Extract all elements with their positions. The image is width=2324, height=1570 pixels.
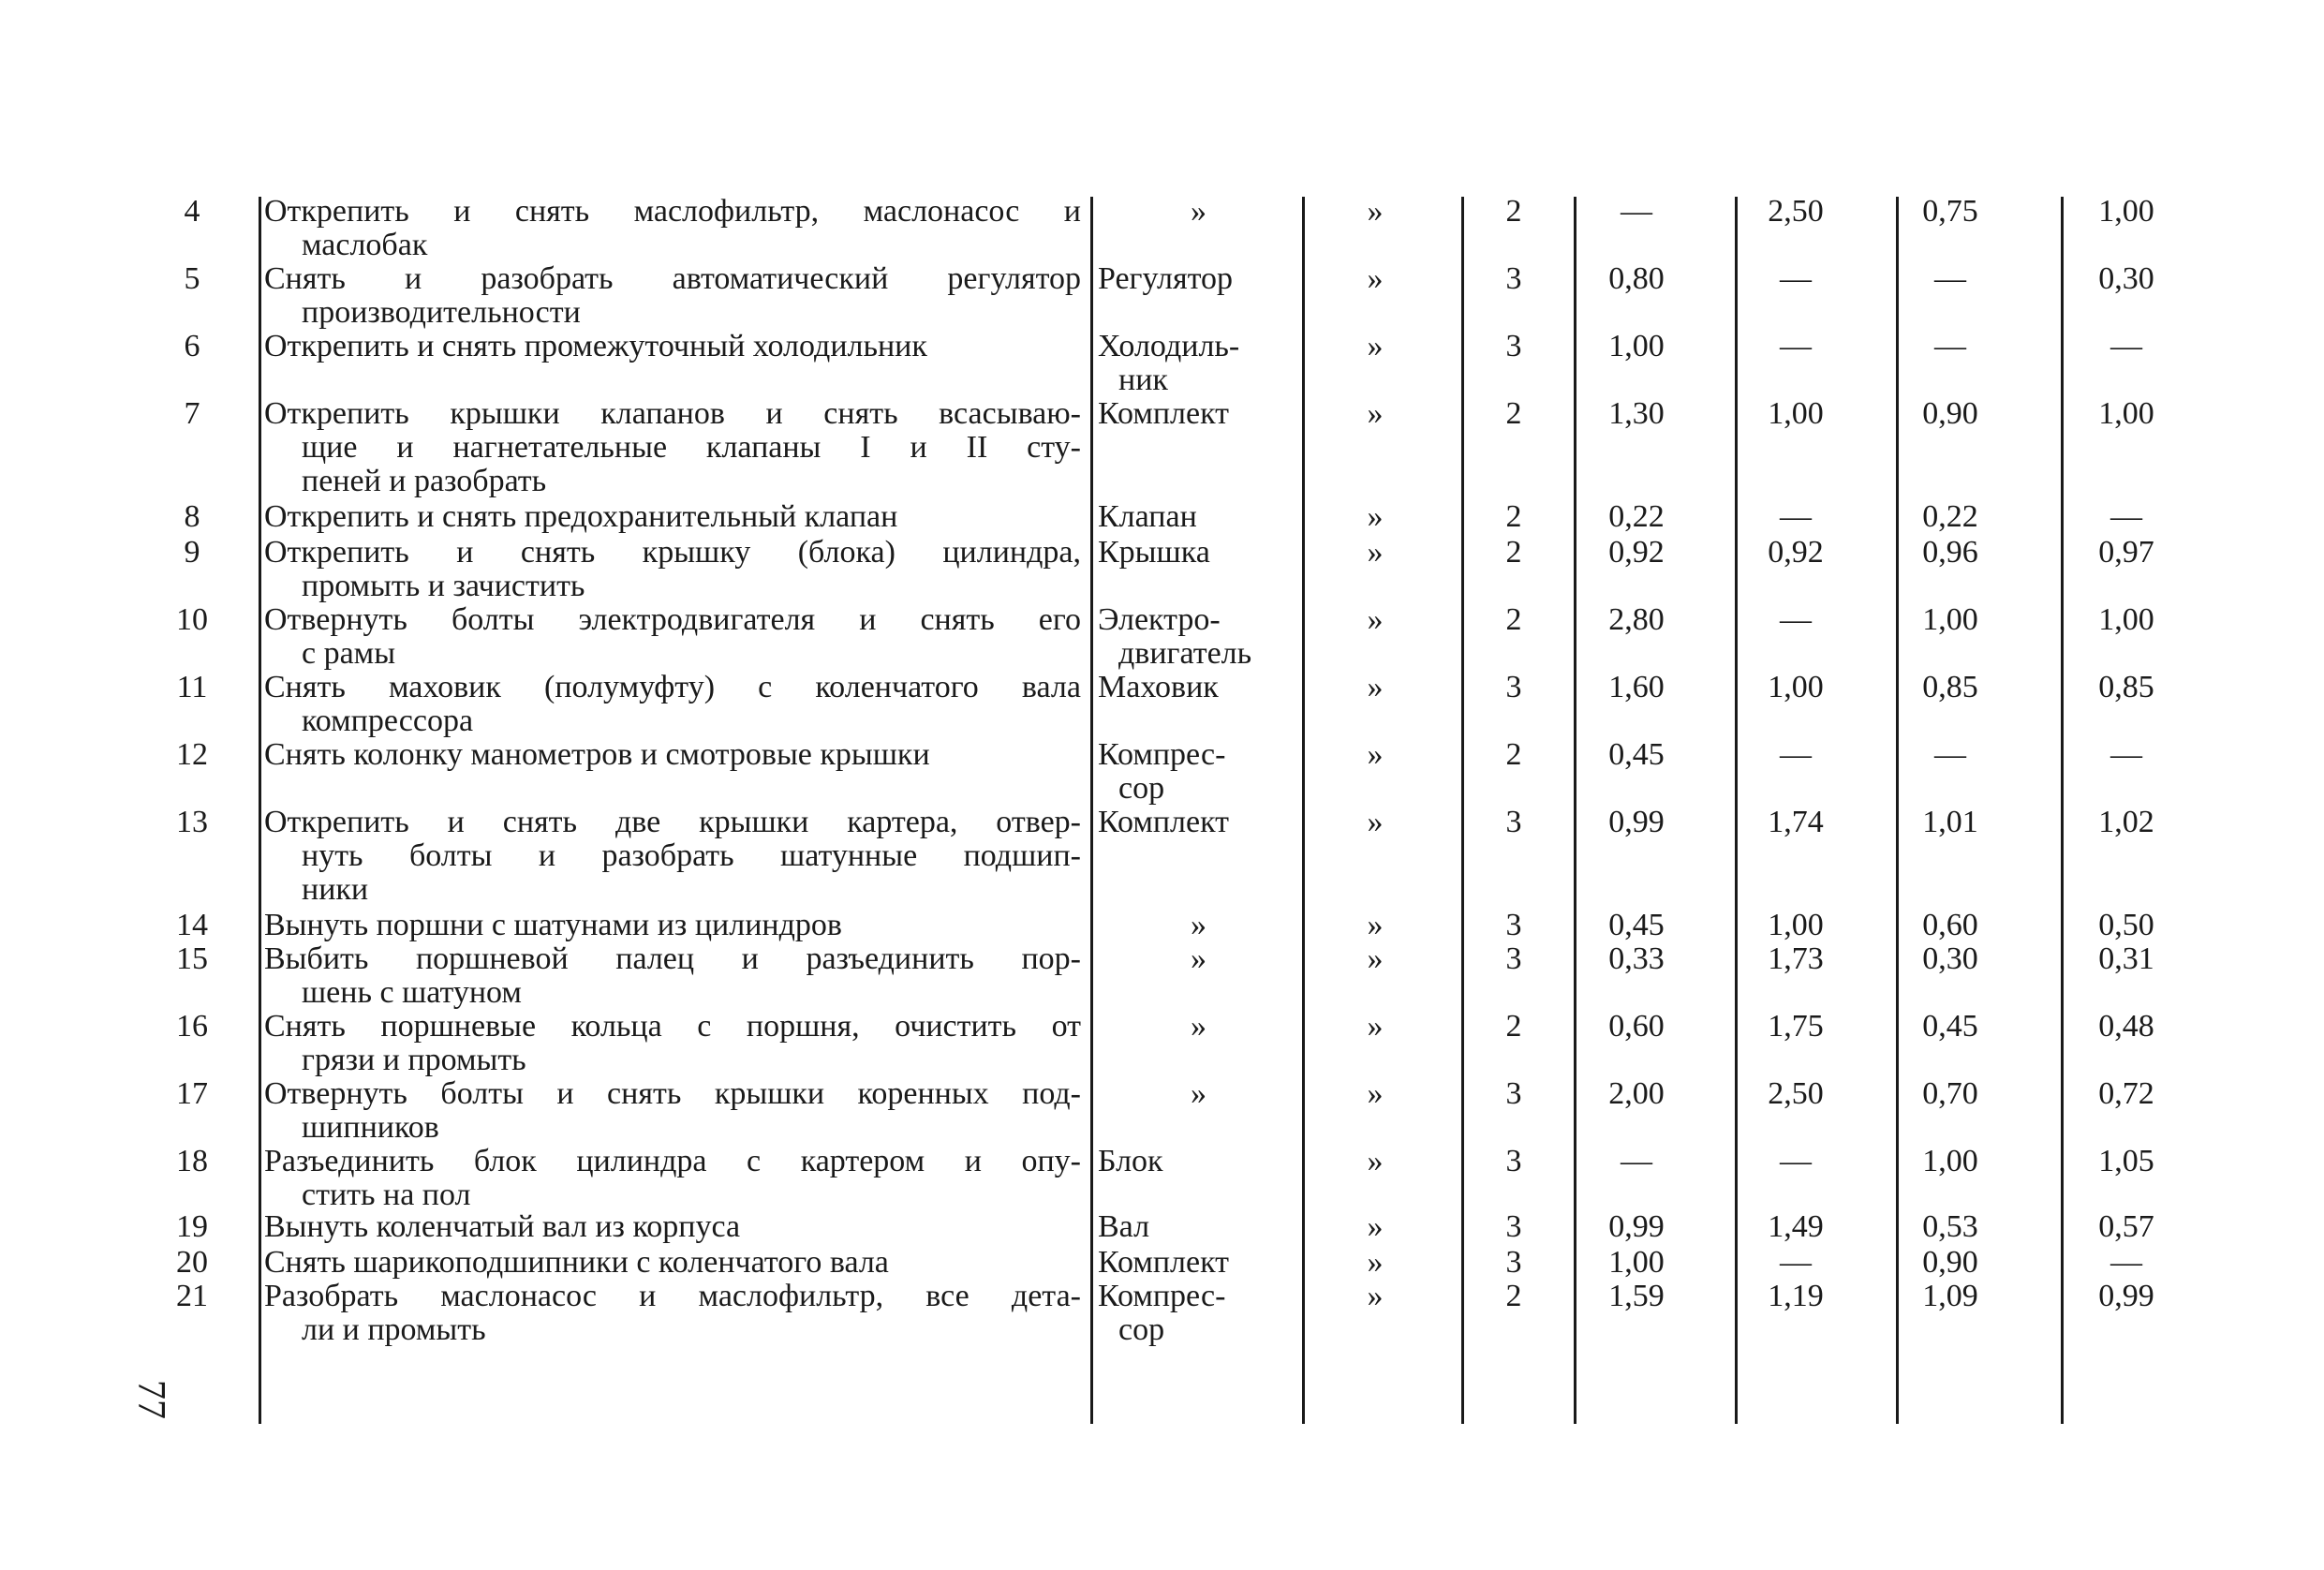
value-cell-c4: 3 — [1505, 1144, 1522, 1178]
value-cell-c4: 3 — [1505, 1245, 1522, 1280]
description-line: Снять и разобрать автоматический регулятор — [264, 261, 1081, 296]
value-cell-c4: 3 — [1505, 805, 1522, 839]
operation-description — [264, 500, 1081, 534]
operation-description — [264, 397, 1081, 498]
value-cell-c7: 0,85 — [1922, 670, 1978, 704]
measurement-unit — [1098, 397, 1299, 431]
description-line: с рамы — [302, 636, 396, 671]
value-cell-c7: 0,90 — [1922, 396, 1978, 431]
value-cell-c6: 1,00 — [1768, 396, 1824, 431]
value-cell-c3: » — [1367, 908, 1384, 942]
description-line: производительности — [302, 295, 581, 330]
row-number: 18 — [176, 1144, 208, 1178]
value-cell-c6: 1,49 — [1768, 1209, 1824, 1244]
value-cell-c7: 1,09 — [1922, 1279, 1978, 1313]
value-cell-c6: — — [1780, 1144, 1812, 1178]
unit-line: сор — [1118, 1312, 1165, 1347]
value-cell-c8: 0,48 — [2098, 1009, 2154, 1044]
value-cell-c3: » — [1367, 737, 1384, 772]
operation-description — [264, 942, 1081, 1010]
row-number: 16 — [176, 1009, 208, 1044]
description-line: Открепить и снять промежуточный холодильник — [264, 329, 927, 363]
value-cell-c8: 0,50 — [2098, 908, 2154, 942]
value-cell-c3: » — [1367, 602, 1384, 637]
value-cell-c8: 0,85 — [2098, 670, 2154, 704]
row-number: 21 — [176, 1279, 208, 1313]
description-line: промыть и зачистить — [302, 569, 585, 603]
measurement-unit — [1098, 942, 1299, 976]
description-line: Отвернуть болты и снять крышки коренных под- — [264, 1076, 1081, 1111]
unit-line: ник — [1118, 363, 1168, 397]
value-cell-c6: 1,73 — [1768, 941, 1824, 976]
unit-line: » — [1191, 908, 1206, 942]
value-cell-c4: 2 — [1505, 396, 1522, 431]
value-cell-c6: 1,19 — [1768, 1279, 1824, 1313]
unit-line: » — [1191, 1009, 1206, 1044]
value-cell-c7: 0,53 — [1922, 1209, 1978, 1244]
operation-description — [264, 603, 1081, 671]
value-cell-c4: 2 — [1505, 737, 1522, 772]
operation-description — [264, 1010, 1081, 1077]
value-cell-c6: — — [1780, 329, 1812, 363]
description-line: Снять поршневые кольца с поршня, очистить от — [264, 1009, 1081, 1044]
row-number: 19 — [176, 1209, 208, 1244]
operation-description — [264, 195, 1081, 262]
value-cell-c3: » — [1367, 805, 1384, 839]
measurement-unit — [1098, 1010, 1299, 1044]
value-cell-c5: 1,30 — [1608, 396, 1665, 431]
value-cell-c7: 0,30 — [1922, 941, 1978, 976]
value-cell-c7: 1,00 — [1922, 1144, 1978, 1178]
value-cell-c3: » — [1367, 499, 1384, 534]
row-number: 4 — [184, 194, 200, 229]
value-cell-c5: 0,99 — [1608, 1209, 1665, 1244]
measurement-unit — [1098, 806, 1299, 839]
unit-line: Регулятор — [1098, 261, 1234, 296]
row-number: 17 — [176, 1076, 208, 1111]
description-line: Открепить и снять предохранительный клапан — [264, 499, 898, 534]
unit-line: Клапан — [1098, 499, 1197, 534]
value-cell-c3: » — [1367, 261, 1384, 296]
value-cell-c5: 0,92 — [1608, 535, 1665, 570]
value-cell-c5: 0,45 — [1608, 908, 1665, 942]
operation-description — [264, 671, 1081, 738]
value-cell-c8: 0,30 — [2098, 261, 2154, 296]
unit-line: Комплект — [1098, 1245, 1230, 1280]
value-cell-c5: 0,60 — [1608, 1009, 1665, 1044]
value-cell-c4: 3 — [1505, 941, 1522, 976]
value-cell-c5: 0,22 — [1608, 499, 1665, 534]
value-cell-c7: — — [1934, 261, 1966, 296]
value-cell-c7: — — [1934, 737, 1966, 772]
measurement-unit — [1098, 195, 1299, 229]
value-cell-c3: » — [1367, 1279, 1384, 1313]
value-cell-c3: » — [1367, 1144, 1384, 1178]
value-cell-c3: » — [1367, 396, 1384, 431]
value-cell-c3: » — [1367, 670, 1384, 704]
row-number: 14 — [176, 908, 208, 942]
operation-description — [264, 806, 1081, 907]
value-cell-c5: 0,45 — [1608, 737, 1665, 772]
measurement-unit — [1098, 1145, 1299, 1178]
description-line: ли и промыть — [302, 1312, 486, 1347]
value-cell-c8: 1,00 — [2098, 194, 2154, 229]
value-cell-c4: 3 — [1505, 329, 1522, 363]
value-cell-c4: 2 — [1505, 1279, 1522, 1313]
value-cell-c6: 2,50 — [1768, 194, 1824, 229]
unit-line: Комплект — [1098, 396, 1230, 431]
operation-description — [264, 330, 1081, 363]
row-number: 7 — [184, 396, 200, 431]
unit-line: Комплект — [1098, 805, 1230, 839]
row-number: 6 — [184, 329, 200, 363]
operation-description — [264, 536, 1081, 603]
row-number: 12 — [176, 737, 208, 772]
value-cell-c8: 0,99 — [2098, 1279, 2154, 1313]
description-line: Открепить и снять маслофильтр, маслонасос и — [264, 194, 1081, 229]
measurement-unit — [1098, 330, 1299, 397]
description-line: Вынуть коленчатый вал из корпуса — [264, 1209, 741, 1244]
operation-description — [264, 1077, 1081, 1145]
value-cell-c8: 0,97 — [2098, 535, 2154, 570]
value-cell-c4: 3 — [1505, 670, 1522, 704]
value-cell-c7: 0,45 — [1922, 1009, 1978, 1044]
value-cell-c3: » — [1367, 1245, 1384, 1280]
measurement-unit — [1098, 909, 1299, 942]
value-cell-c7: 1,00 — [1922, 602, 1978, 637]
measurement-unit — [1098, 671, 1299, 704]
value-cell-c7: 0,60 — [1922, 908, 1978, 942]
column-rule-2 — [1090, 197, 1093, 1424]
measurement-unit — [1098, 1246, 1299, 1280]
value-cell-c4: 3 — [1505, 1209, 1522, 1244]
value-cell-c4: 2 — [1505, 602, 1522, 637]
value-cell-c5: 1,60 — [1608, 670, 1665, 704]
value-cell-c4: 3 — [1505, 1076, 1522, 1111]
description-line: Снять маховик (полумуфту) с коленчатого вала — [264, 670, 1081, 704]
unit-line: Компрес- — [1098, 737, 1226, 772]
measurement-unit — [1098, 1280, 1299, 1347]
unit-line: Блок — [1098, 1144, 1163, 1178]
value-cell-c6: — — [1780, 1245, 1812, 1280]
value-cell-c8: — — [2110, 1245, 2142, 1280]
row-number: 5 — [184, 261, 200, 296]
value-cell-c5: 2,00 — [1608, 1076, 1665, 1111]
description-line: Снять шарикоподшипники с коленчатого вала — [264, 1245, 889, 1280]
value-cell-c4: 3 — [1505, 908, 1522, 942]
value-cell-c7: — — [1934, 329, 1966, 363]
measurement-unit — [1098, 500, 1299, 534]
value-cell-c6: 1,00 — [1768, 670, 1824, 704]
operation-description — [264, 1280, 1081, 1347]
value-cell-c8: 0,72 — [2098, 1076, 2154, 1111]
unit-line: Компрес- — [1098, 1279, 1226, 1313]
value-cell-c7: 1,01 — [1922, 805, 1978, 839]
value-cell-c6: 1,00 — [1768, 908, 1824, 942]
value-cell-c7: 0,22 — [1922, 499, 1978, 534]
value-cell-c7: 0,70 — [1922, 1076, 1978, 1111]
value-cell-c8: 0,31 — [2098, 941, 2154, 976]
description-line: грязи и промыть — [302, 1043, 526, 1077]
operation-description — [264, 1246, 1081, 1280]
column-rule-1 — [259, 197, 261, 1424]
value-cell-c5: — — [1621, 1144, 1652, 1178]
unit-line: Холодиль- — [1098, 329, 1240, 363]
value-cell-c3: » — [1367, 1009, 1384, 1044]
value-cell-c8: — — [2110, 737, 2142, 772]
value-cell-c5: 1,59 — [1608, 1279, 1665, 1313]
unit-line: Маховик — [1098, 670, 1219, 704]
measurement-unit — [1098, 1077, 1299, 1111]
value-cell-c3: » — [1367, 535, 1384, 570]
description-line: Разобрать маслонасос и маслофильтр, все дета- — [264, 1279, 1081, 1313]
value-cell-c7: 0,75 — [1922, 194, 1978, 229]
description-line: ники — [302, 872, 369, 907]
measurement-unit — [1098, 262, 1299, 296]
value-cell-c8: — — [2110, 329, 2142, 363]
value-cell-c5: 2,80 — [1608, 602, 1665, 637]
operation-description — [264, 738, 1081, 772]
row-number: 20 — [176, 1245, 208, 1280]
measurement-unit — [1098, 603, 1299, 671]
operation-description — [264, 1145, 1081, 1212]
description-line: Отвернуть болты электродвигателя и снять его — [264, 602, 1081, 637]
unit-line: двигатель — [1118, 636, 1252, 671]
value-cell-c6: 1,74 — [1768, 805, 1824, 839]
value-cell-c6: 0,92 — [1768, 535, 1824, 570]
unit-line: сор — [1118, 771, 1165, 806]
value-cell-c6: — — [1780, 261, 1812, 296]
value-cell-c3: » — [1367, 194, 1384, 229]
description-line: стить на пол — [302, 1178, 471, 1212]
value-cell-c8: 1,00 — [2098, 396, 2154, 431]
value-cell-c6: 1,75 — [1768, 1009, 1824, 1044]
value-cell-c7: 0,96 — [1922, 535, 1978, 570]
value-cell-c3: » — [1367, 941, 1384, 976]
unit-line: » — [1191, 941, 1206, 976]
value-cell-c6: — — [1780, 499, 1812, 534]
value-cell-c6: — — [1780, 602, 1812, 637]
row-number: 8 — [184, 499, 200, 534]
description-line: компрессора — [302, 704, 474, 738]
value-cell-c8: — — [2110, 499, 2142, 534]
operation-description — [264, 262, 1081, 330]
unit-line: Электро- — [1098, 602, 1221, 637]
unit-line: Вал — [1098, 1209, 1150, 1244]
description-line: Открепить крышки клапанов и снять всасываю- — [264, 396, 1081, 431]
description-line: Открепить и снять крышку (блока) цилиндра, — [264, 535, 1081, 570]
operation-description — [264, 909, 1081, 942]
value-cell-c5: 0,33 — [1608, 941, 1665, 976]
value-cell-c4: 3 — [1505, 261, 1522, 296]
value-cell-c3: » — [1367, 1076, 1384, 1111]
row-number: 13 — [176, 805, 208, 839]
value-cell-c5: — — [1621, 194, 1652, 229]
value-cell-c6: 2,50 — [1768, 1076, 1824, 1111]
unit-line: » — [1191, 194, 1206, 229]
measurement-unit — [1098, 536, 1299, 570]
row-number: 11 — [176, 670, 208, 704]
value-cell-c8: 1,00 — [2098, 602, 2154, 637]
measurement-unit — [1098, 738, 1299, 806]
page-number: 77 — [129, 1380, 172, 1419]
value-cell-c3: » — [1367, 329, 1384, 363]
description-line: шень с шатуном — [302, 975, 522, 1010]
value-cell-c8: 1,05 — [2098, 1144, 2154, 1178]
description-line: Выбить поршневой палец и разъединить пор- — [264, 941, 1081, 976]
description-line: Открепить и снять две крышки картера, отвер- — [264, 805, 1081, 839]
value-cell-c6: — — [1780, 737, 1812, 772]
unit-line: » — [1191, 1076, 1206, 1111]
value-cell-c5: 1,00 — [1608, 329, 1665, 363]
description-line: маслобак — [302, 228, 428, 262]
operation-description — [264, 1210, 1081, 1244]
row-number: 10 — [176, 602, 208, 637]
value-cell-c8: 1,02 — [2098, 805, 2154, 839]
description-line: Разъединить блок цилиндра с картером и опу- — [264, 1144, 1081, 1178]
value-cell-c5: 0,99 — [1608, 805, 1665, 839]
row-number: 9 — [184, 535, 200, 570]
value-cell-c8: 0,57 — [2098, 1209, 2154, 1244]
description-line: шипников — [302, 1110, 439, 1145]
unit-line: Крышка — [1098, 535, 1210, 570]
description-line: нуть болты и разобрать шатунные подшип- — [302, 838, 1081, 873]
description-line: щие и нагнетательные клапаны I и II сту- — [302, 430, 1081, 465]
value-cell-c7: 0,90 — [1922, 1245, 1978, 1280]
value-cell-c4: 2 — [1505, 499, 1522, 534]
row-number: 15 — [176, 941, 208, 976]
value-cell-c5: 1,00 — [1608, 1245, 1665, 1280]
value-cell-c4: 2 — [1505, 194, 1522, 229]
value-cell-c5: 0,80 — [1608, 261, 1665, 296]
description-line: Вынуть поршни с шатунами из цилиндров — [264, 908, 842, 942]
value-cell-c3: » — [1367, 1209, 1384, 1244]
measurement-unit — [1098, 1210, 1299, 1244]
value-cell-c4: 2 — [1505, 535, 1522, 570]
description-line: Снять колонку манометров и смотровые крышки — [264, 737, 930, 772]
description-line: пеней и разобрать — [302, 464, 547, 498]
value-cell-c4: 2 — [1505, 1009, 1522, 1044]
